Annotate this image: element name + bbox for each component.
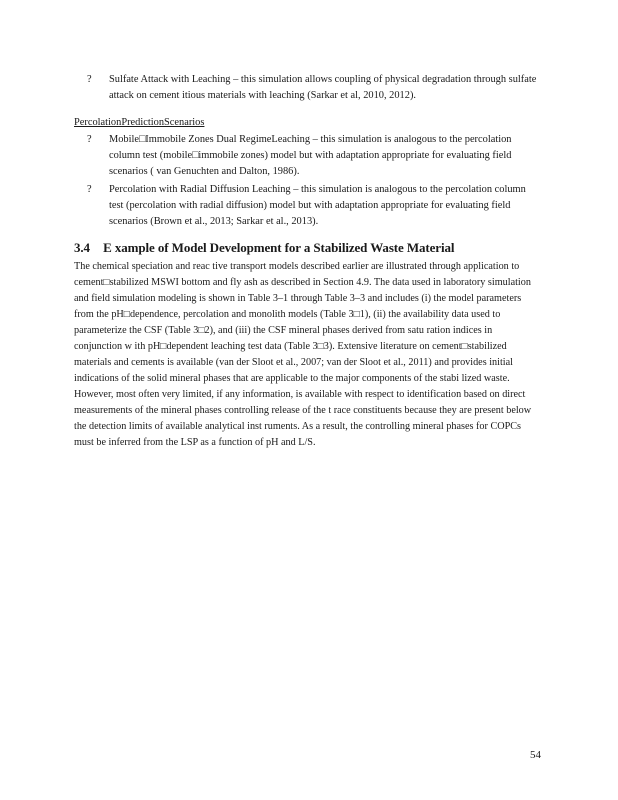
- percolation-scenarios-subheading: PercolationPredictionScenarios: [74, 117, 205, 128]
- bullet-text: Mobile□Immobile Zones Dual RegimeLeaching – this simulation is analogous to the percolation column test (mobile□immobile zones) model but with adaptation appropriate for evaluating field scenarios ( van Genuchten and Dalton, 1986).: [109, 134, 512, 177]
- bullet-sulfate-attack: [87, 72, 537, 104]
- bullet-radial-diffusion: [87, 182, 537, 230]
- section-number: 3.4: [74, 240, 90, 255]
- bullet-text: Percolation with Radial Diffusion Leaching – this simulation is analogous to the percolation column test (percolation with radial diffusion) model but with adaptation appropriate for evaluating field scenarios (Brown et al., 2013; Sarkar et al., 2013).: [109, 184, 526, 227]
- body-paragraph: The chemical speciation and reac tive transport models described earlier are illustrated through application to cement□stabilized MSWI bottom and fly ash as described in Section 4.9. The data used in laboratory simulation and field simulation modeling is shown in Table 3–1 through Table 3–3 and includes (i) the model parameters from the pH□dependence, percolation and monolith models (Table 3□1), (ii) the availability data used to parameterize the CSF (Table 3□2), and (iii) the CSF mineral phases derived from satu ration indices in conjunction w ith pH□dependent leaching test data (Table 3□3). Extensive literature on cement□stabilized materials and cements is available (van der Sloot et al., 2007; van der Sloot et al., 2011) and provides initial indications of the solid mineral phases that are applicable to the major components of the stabi lized waste. However, most often very limited, if any information, is available with respect to identification based on direct measurements of the mineral phases controlling release of the t race constituents because they are present below the detection limits of available analytical inst ruments. As a result, the controlling mineral phases for COPCs must be inferred from the LSP as a function of pH and L/S.: [74, 261, 532, 448]
- bullet-text: Sulfate Attack with Leaching – this simulation allows coupling of physical degradation through sulfate attack on cement itious materials with leaching (Sarkar et al, 2010, 2012).: [109, 74, 537, 101]
- bullet-marker: ?: [87, 134, 92, 145]
- bullet-mobile-immobile: [87, 132, 537, 180]
- section-heading: [74, 240, 454, 256]
- bullet-marker: ?: [87, 184, 92, 195]
- bullet-marker: ?: [87, 74, 92, 85]
- section-title: E xample of Model Development for a Stabilized Waste Material: [103, 240, 455, 255]
- page-number: 54: [530, 749, 541, 761]
